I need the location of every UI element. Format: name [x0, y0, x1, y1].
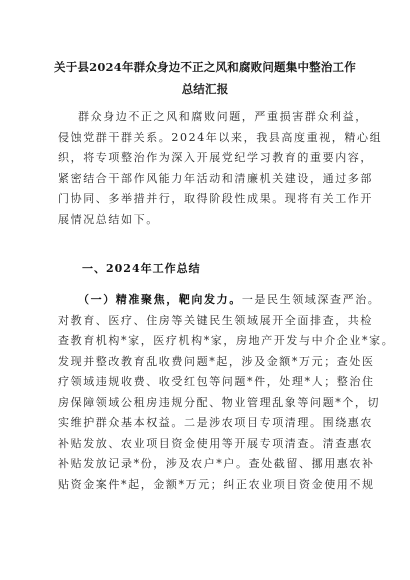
body-line: 补贴发放记录*份，涉及农户*户。查处截留、挪用惠农补 — [58, 457, 375, 470]
body-line: 补贴发放、农业项目资金使用等开展专项清查。清查惠农 — [58, 436, 373, 450]
body-line: 发现并整改教育乱收费问题*起，涉及金额*万元；查处医 — [58, 354, 375, 368]
body-line: 查教育机构*家，医疗机构*家，房地产开发与中介企业*家。 — [58, 334, 395, 347]
subsection-lead: （一）精准聚焦，靶向发力。 — [78, 293, 242, 306]
intro-line: 织，将专项整治作为深入开展党纪学习教育的重要内容， — [58, 151, 373, 164]
body-line: 房保障领域公租房违规分配、物业管理乱象等问题*个，切 — [58, 395, 381, 409]
section-paragraph — [58, 290, 395, 495]
body-line: 疗领域违规收费、收受红包等问题*件，处理*人；整治住 — [58, 375, 375, 388]
intro-paragraph — [58, 107, 383, 230]
section-heading: 一、2024年工作总结 — [82, 262, 201, 275]
document-title-line-2: 总结汇报 — [181, 82, 229, 96]
body-line: 对教育、医疗、住房等关键民生领域展开全面排查，共检 — [58, 313, 373, 327]
intro-line: 群众身边不正之风和腐败问题，严重损害群众利益， — [78, 110, 368, 123]
subsection-first-line — [58, 290, 381, 311]
document-title-line-1: 关于县2024年群众身边不正之风和腐败问题集中整治工作 — [54, 60, 356, 74]
intro-line: 侵蚀党群干群关系。2024年以来，我县高度重视，精心组 — [58, 130, 383, 144]
intro-line: 门协同、多举措并行，取得阶段性成果。现将有关工作开 — [58, 192, 373, 205]
subsection-first-rest: 一是民生领域深查严治。 — [241, 293, 381, 306]
intro-line: 紧密结合干部作风能力年活动和清廉机关建设，通过多部 — [58, 171, 373, 185]
body-line: 贴资金案件*起，金额*万元；纠正农业项目资金使用不规 — [58, 477, 375, 491]
intro-line: 展情况总结如下。 — [58, 212, 159, 226]
body-line: 实维护群众基本权益。二是涉农项目专项清理。围绕惠农 — [58, 416, 373, 429]
